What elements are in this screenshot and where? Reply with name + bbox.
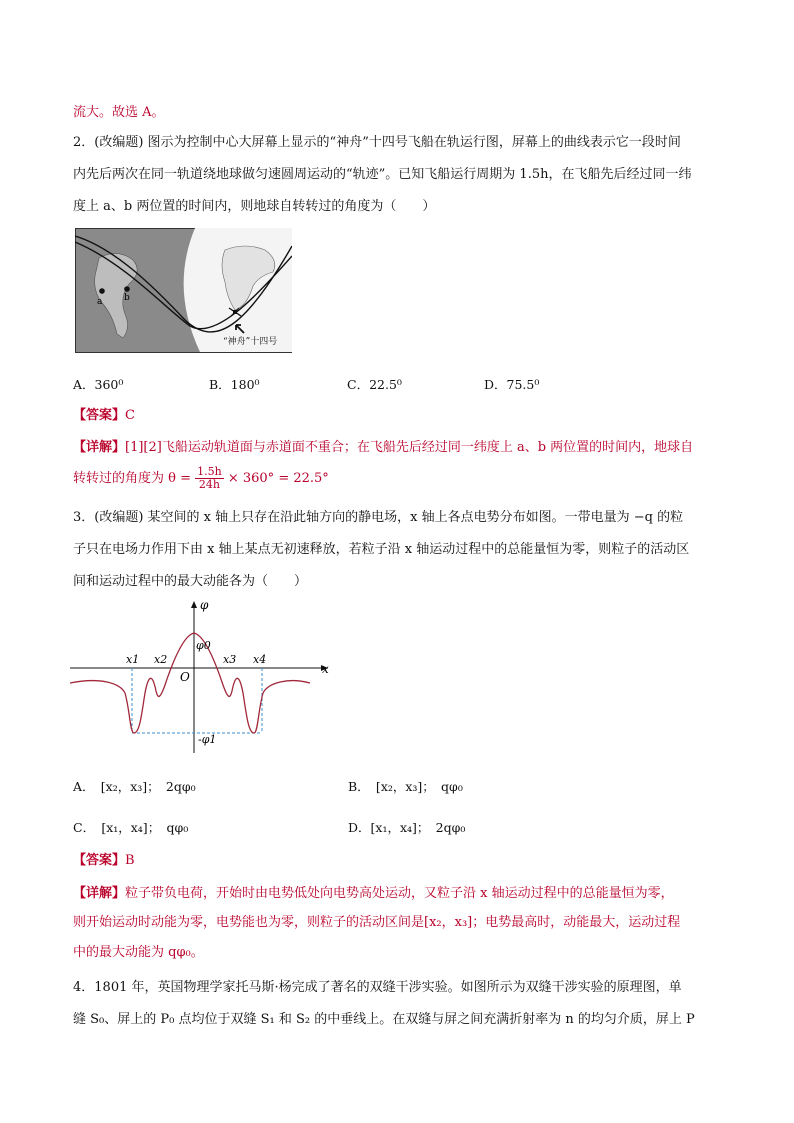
q3-answer-value: B <box>125 853 135 868</box>
q3-option-b: B． [x₂，x₃]； qφ₀ <box>348 779 463 794</box>
q2-detail-line-2 <box>73 462 723 496</box>
q3-detail-line-2: 则开始运动时动能为零，电势能也为零，则粒子的活动区间是[x₂，x₃]；电势最高时，动能最大，运动过程 <box>73 915 681 930</box>
q3-detail-line-3: 中的最大动能为 qφ₀。 <box>73 945 204 960</box>
q4-stem-line-2: 缝 S₀、屏上的 P₀ 点均位于双缝 S₁ 和 S₂ 的中垂线上。在双缝与屏之间充满折射率为 n 的均匀介质，屏上 P <box>73 1012 695 1027</box>
fraction-numerator: 1.5h <box>197 465 222 478</box>
q3-detail-text-1: 粒子带负电荷，开始时由电势低处向电势高处运动，又粒子沿 x 轴运动过程中的总能量恒为零， <box>125 886 674 901</box>
point-b-dot <box>124 286 130 292</box>
phi0-label: φ0 <box>196 639 211 652</box>
x1-label: x1 <box>126 653 140 666</box>
q2-option-d: D．75.5⁰ <box>484 377 540 392</box>
detail-tag: 【详解】 <box>73 440 126 455</box>
q3-detail-line-1 <box>73 883 723 904</box>
phi-axis-label: φ <box>200 598 209 612</box>
q4-stem-line-1: 4．1801 年，英国物理学家托马斯·杨完成了著名的双缝干涉实验。如图所示为双缝干涉实验的原理图，单 <box>73 980 682 995</box>
neg-phi1-label: -φ1 <box>198 733 217 746</box>
q2-option-b: B．180⁰ <box>209 377 260 392</box>
q3-option-d: D．[x₁，x₄]； 2qφ₀ <box>348 820 466 835</box>
orbit-map-figure <box>75 228 292 353</box>
potential-graph-figure <box>70 593 340 758</box>
q3-stem-line-3: 间和运动过程中的最大动能各为（ ） <box>73 574 308 589</box>
q2-detail-text-2: 转转过的角度为 θ = <box>73 471 191 486</box>
carryover-line: 流大。故选 A。 <box>73 105 165 120</box>
q2-detail-text-1: [1][2]飞船运动轨道面与赤道面不重合；在飞船先后经过同一纬度上 a、b 两位置的时间内，地球自 <box>125 440 694 455</box>
point-a-label: a <box>97 297 103 307</box>
answer-tag: 【答案】 <box>73 408 126 423</box>
origin-label: O <box>180 670 190 684</box>
x2-label: x2 <box>154 653 168 666</box>
x-axis-label: x <box>322 662 329 676</box>
q2-option-c: C．22.5⁰ <box>347 377 402 392</box>
spacecraft-label: “神舟”十四号 <box>223 337 278 347</box>
q2-option-a: A．360⁰ <box>73 377 124 392</box>
fraction-denominator: 24h <box>198 478 220 491</box>
x3-label: x3 <box>223 653 237 666</box>
potential-curve <box>70 633 310 733</box>
point-b-label: b <box>124 293 130 303</box>
q2-answer-value: C <box>125 408 135 423</box>
q3-option-c: C． [x₁，x₄]； qφ₀ <box>73 820 189 835</box>
q3-option-a: A． [x₂，x₃]； 2qφ₀ <box>73 779 196 794</box>
q2-stem-line-1: 2．(改编题) 图示为控制中心大屏幕上显示的“神舟”十四号飞船在轨运行图，屏幕上的曲线表示它一段时间 <box>73 135 681 150</box>
q2-detail-result: × 360° = 22.5° <box>227 471 329 486</box>
y-axis-arrow-icon <box>191 601 197 608</box>
q2-stem-line-2: 内先后两次在同一轨道绕地球做匀速圆周运动的“轨迹”。已知飞船运行周期为 1.5h，在飞船先后经过同一纬 <box>73 167 692 182</box>
fraction <box>195 466 224 491</box>
point-a-dot <box>99 288 105 294</box>
x4-label: x4 <box>253 653 267 666</box>
q3-stem-line-2: 子只在电场力作用下由 x 轴上某点无初速释放，若粒子沿 x 轴运动过程中的总能量恒为零，则粒子的活动区 <box>73 542 690 557</box>
q3-answer-row <box>73 850 723 871</box>
detail-tag: 【详解】 <box>73 886 126 901</box>
q2-answer-row <box>73 405 723 426</box>
q3-stem-line-1: 3．(改编题) 某空间的 x 轴上只存在沿此轴方向的静电场，x 轴上各点电势分布如图。一带电量为 −q 的粒 <box>73 510 684 525</box>
q2-stem-line-3: 度上 a、b 两位置的时间内，则地球自转转过的角度为（ ） <box>73 199 436 214</box>
answer-tag: 【答案】 <box>73 853 126 868</box>
q2-detail-line-1 <box>73 437 723 458</box>
